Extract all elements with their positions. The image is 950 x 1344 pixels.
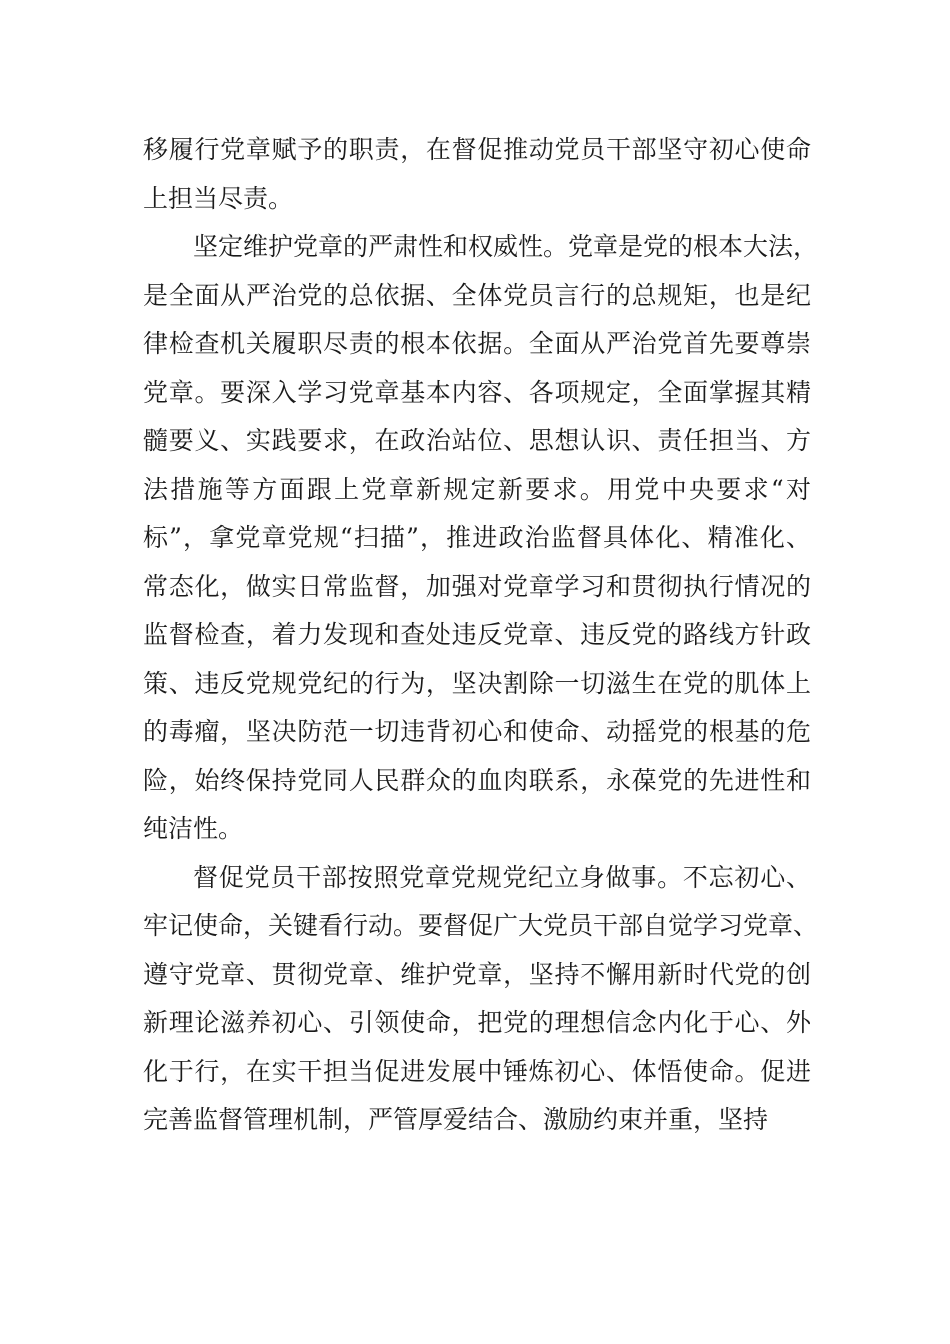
text-line: 完善监督管理机制，严管厚爱结合、激励约束并重，坚持 bbox=[143, 1105, 769, 1134]
text-line: 策、违反党规党纪的行为，坚决割除一切滋生在党的肌体上 bbox=[143, 668, 811, 698]
text-line: 监督检查，着力发现和查处违反党章、违反党的路线方针政 bbox=[143, 620, 811, 649]
text-line: 遵守党章、贯彻党章、维护党章，坚持不懈用新时代党的创 bbox=[143, 959, 811, 989]
text-line: 常态化，做实日常监督，加强对党章学习和贯彻执行情况的 bbox=[143, 571, 811, 601]
text-line: 的毒瘤，坚决防范一切违背初心和使命、动摇党的根基的危 bbox=[143, 717, 811, 746]
text-line: 坚定维护党章的严肃性和权威性。党章是党的根本大法， bbox=[193, 232, 819, 261]
text-line: 法措施等方面跟上党章新规定新要求。用党中央要求“对 bbox=[143, 474, 811, 504]
text-line: 上担当尽责。 bbox=[143, 183, 294, 213]
paragraph bbox=[143, 126, 811, 223]
text-line: 移履行党章赋予的职责，在督促推动党员干部坚守初心使命 bbox=[143, 135, 811, 164]
text-line: 是全面从严治党的总依据、全体党员言行的总规矩，也是纪 bbox=[143, 280, 811, 310]
text-line: 髓要义、实践要求，在政治站位、思想认识、责任担当、方 bbox=[143, 426, 811, 455]
paragraph bbox=[143, 223, 819, 854]
text-line: 纯洁性。 bbox=[143, 814, 244, 843]
paragraph bbox=[143, 854, 819, 1145]
text-line: 新理论滋养初心、引领使命，把党的理想信念内化于心、外 bbox=[143, 1008, 811, 1037]
text-line: 险，始终保持党同人民群众的血肉联系，永葆党的先进性和 bbox=[143, 765, 811, 795]
text-line: 督促党员干部按照党章党规党纪立身做事。不忘初心、 bbox=[193, 862, 811, 892]
text-line: 党章。要深入学习党章基本内容、各项规定，全面掌握其精 bbox=[143, 377, 811, 407]
text-line: 标”，拿党章党规“扫描”，推进政治监督具体化、精准化、 bbox=[143, 523, 811, 552]
text-line: 牢记使命，关键看行动。要督促广大党员干部自觉学习党章、 bbox=[143, 911, 819, 940]
text-line: 化于行，在实干担当促进发展中锤炼初心、体悟使命。促进 bbox=[143, 1056, 811, 1086]
body-text bbox=[143, 126, 819, 1145]
text-line: 律检查机关履职尽责的根本依据。全面从严治党首先要尊崇 bbox=[143, 329, 811, 358]
